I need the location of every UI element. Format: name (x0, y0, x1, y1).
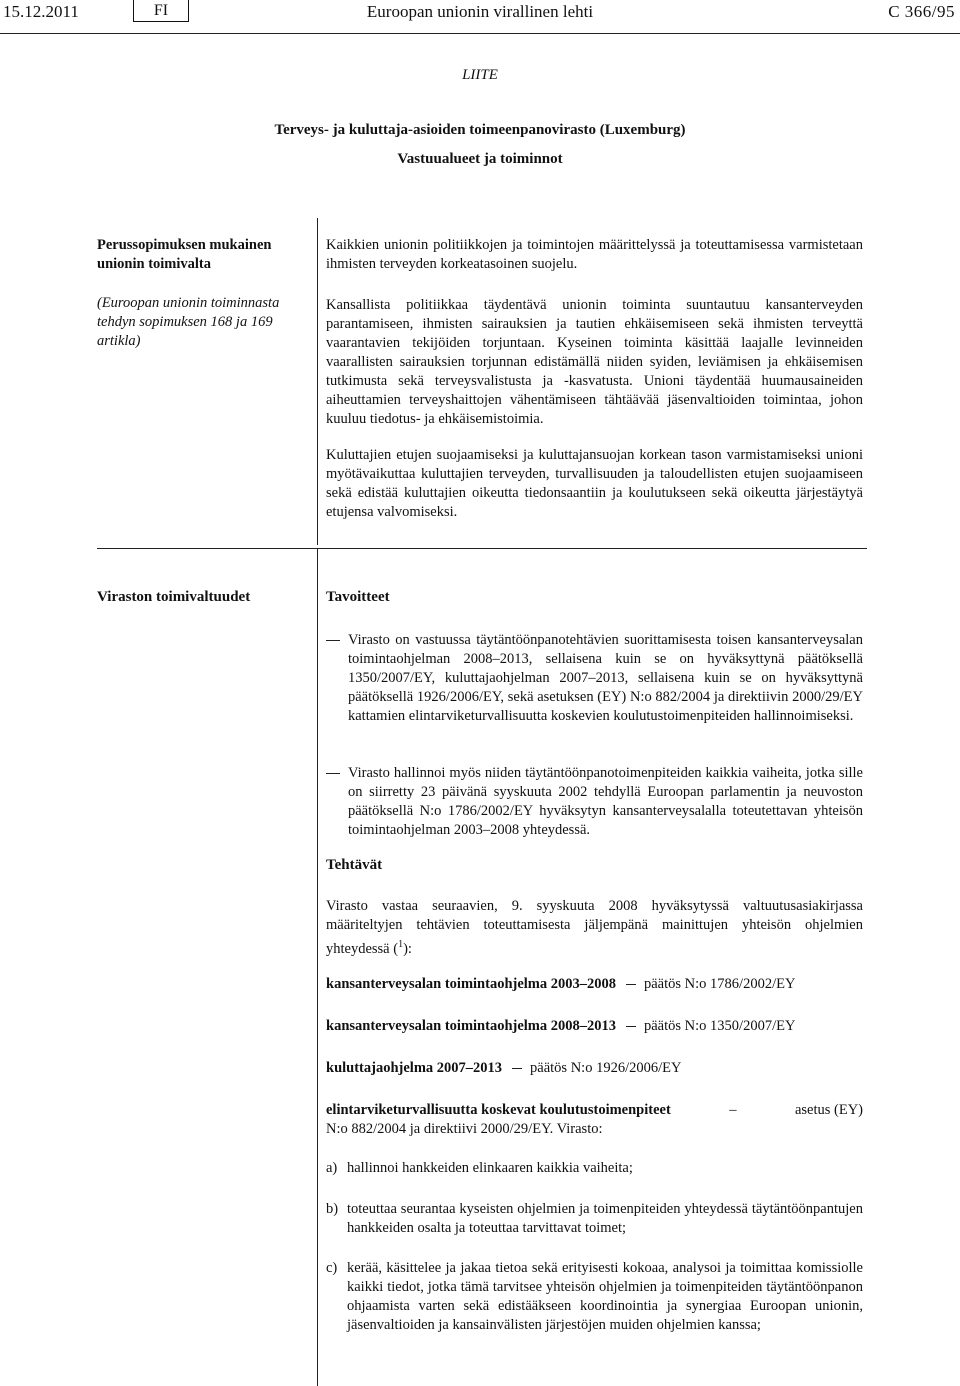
objective-item (326, 764, 863, 840)
programme-decision: päätös N:o 1350/2007/EY (644, 1018, 796, 1034)
dash-icon (326, 640, 340, 641)
food-safety-line (326, 1101, 863, 1139)
objective-item (326, 631, 863, 726)
header-rule (0, 33, 960, 34)
task-item (326, 1259, 863, 1335)
column-divider (317, 218, 318, 545)
task-label: a) (326, 1160, 338, 1176)
journal-title: Euroopan unionin virallinen lehti (366, 2, 594, 21)
programme-line (326, 1017, 863, 1036)
footnote-reference[interactable]: 1 (398, 939, 404, 950)
programme-name: kansanterveysalan toimintaohjelma 2008–2013 (326, 1018, 616, 1034)
dash-icon (326, 773, 340, 774)
page-header (0, 0, 960, 30)
dash-icon (626, 984, 636, 985)
tasks-intro-text: Virasto vastaa seuraavien, 9. syyskuuta 2008 hyväksytyssä valtuutusasiakirjassa määriteltyjen tehtävien toteuttamisesta jäljempänä mainittujen yhteisön ohjelmien yhteydessä ( (326, 898, 863, 957)
task-text: toteuttaa seurantaa kyseisten ohjelmien ja toimenpiteiden yhteydessä täytäntöönpantujen hankkeiden osalta ja toteuttaa tarvittavat toimet; (347, 1201, 863, 1236)
agency-title: Terveys- ja kuluttaja-asioiden toimeenpanovirasto (Luxemburg) (274, 122, 686, 138)
tasks-heading: Tehtävät (326, 857, 383, 873)
programme-line (326, 975, 863, 994)
section-title: Vastuualueet ja toiminnot (397, 151, 563, 167)
page-reference: C 366/95 (888, 2, 955, 21)
food-safety-rest: asetus (EY) (794, 1102, 863, 1118)
programme-decision: päätös N:o 1926/2006/EY (530, 1060, 682, 1076)
task-label: c) (326, 1260, 338, 1276)
food-safety-rest-line2: N:o 882/2004 ja direktiivi 2000/29/EY. Virasto: (326, 1121, 603, 1137)
tasks-intro-end: ): (403, 940, 412, 957)
programme-name: kansanterveysalan toimintaohjelma 2003–2008 (326, 976, 616, 992)
programme-line (326, 1059, 863, 1078)
food-safety-dash: – (729, 1102, 737, 1118)
programme-decision: päätös N:o 1786/2002/EY (644, 976, 796, 992)
task-item (326, 1200, 863, 1238)
competence-heading: Perussopimuksen mukainen unionin toimivalta (97, 237, 272, 272)
task-text: hallinnoi hankkeiden elinkaaren kaikkia vaiheita; (347, 1160, 633, 1176)
objective-text: Virasto hallinnoi myös niiden täytäntöönpanotoimenpiteiden kaikkia vaiheita, jotka sille on siirretty 23 päivänä syyskuuta 2002 tehdyllä Euroopan parlamentin ja neuvoston päätöksellä N:o 1786/2002/EY hyväksytyn kansanterveysalalla toteutettavan yhteisön toimintaohjelman 2003–2008 yhteydessä. (348, 765, 863, 838)
task-item (326, 1159, 863, 1178)
food-safety-name: elintarviketurvallisuutta koskevat koulutustoimenpiteet (326, 1102, 671, 1118)
competence-note: (Euroopan unionin toiminnasta tehdyn sopimuksen 168 ja 169 artikla) (97, 295, 280, 349)
dash-icon (512, 1068, 522, 1069)
dash-icon (626, 1026, 636, 1027)
competence-paragraph: Kaikkien unionin politiikkojen ja toimintojen määrittelyssä ja toteuttamisessa varmistetaan ihmisten terveyden korkeatasoinen suojelu. (326, 237, 863, 272)
annex-label: LIITE (462, 67, 498, 83)
language-badge: FI (133, 0, 189, 22)
objectives-heading: Tavoitteet (326, 589, 390, 605)
column-divider (317, 548, 318, 1386)
tasks-intro (326, 897, 863, 959)
task-label: b) (326, 1201, 339, 1217)
powers-heading: Viraston toimivaltuudet (97, 589, 251, 605)
competence-paragraph: Kuluttajien etujen suojaamiseksi ja kuluttajansuojan korkean tason varmistamiseksi unioni myötävaikuttaa kuluttajien terveyden, turvallisuuden ja taloudellisten etujen suojaamiseen sekä edistää kuluttajien oikeutta tiedonsaantiin ja koulutukseen sekä oikeutta järjestäytyä etujensa valvomiseksi. (326, 447, 863, 520)
task-text: kerää, käsittelee ja jakaa tietoa sekä erityisesti kokoaa, analysoi ja toimittaa komissiolle kaikki tiedot, jotka tämä tarvitsee yhteisön ohjelmien ja toimenpiteiden täytäntöönpanon ohjaamista varten sekä edistääkseen koordinointia ja synergiaa Euroopan unionin, jäsenvaltioiden ja kansainvälisten järjestöjen muiden ohjelmien kanssa; (347, 1260, 863, 1333)
programme-name: kuluttajaohjelma 2007–2013 (326, 1060, 503, 1076)
objective-text: Virasto on vastuussa täytäntöönpanotehtävien suorittamisesta toisen kansanterveysalan toimintaohjelman 2008–2013, sellaisena kuin se on hyväksyttynä päätöksellä 1350/2007/EY, kuluttajaohjelman 2007–2013, sellaisena kuin se on hyväksyttynä päätöksellä 1926/2006/EY, sekä asetuksen (EY) N:o 882/2004 ja direktiivin 2000/29/EY kattamien elintarviketurvallisuutta koskevien koulutustoimenpiteiden hallinnoimiseksi. (348, 632, 863, 724)
section-divider (97, 548, 867, 549)
publication-date: 15.12.2011 (3, 2, 79, 21)
competence-paragraph: Kansallista politiikkaa täydentävä unionin toiminta suuntautuu kansanterveyden parantamiseen, ihmisten sairauksien ja tautien ehkäisemiseen sekä ihmisten terveyttä vaarantavien tekijöiden torjuntaan. Kyseinen toiminta käsittää laajalle levinneiden vaarallisten sairauksien torjunnan edistämällä niiden syiden, leviämisen ja ehkäisemisen tutkimusta sekä terveysvalistusta ja -kasvatusta. Unioni täydentää huumausaineiden aiheuttamien terveyshaittojen vähentämiseen tähtäävää jäsenvaltioiden toimintaa, johon kuuluu tiedotus- ja ehkäisemistoimia. (326, 297, 863, 427)
